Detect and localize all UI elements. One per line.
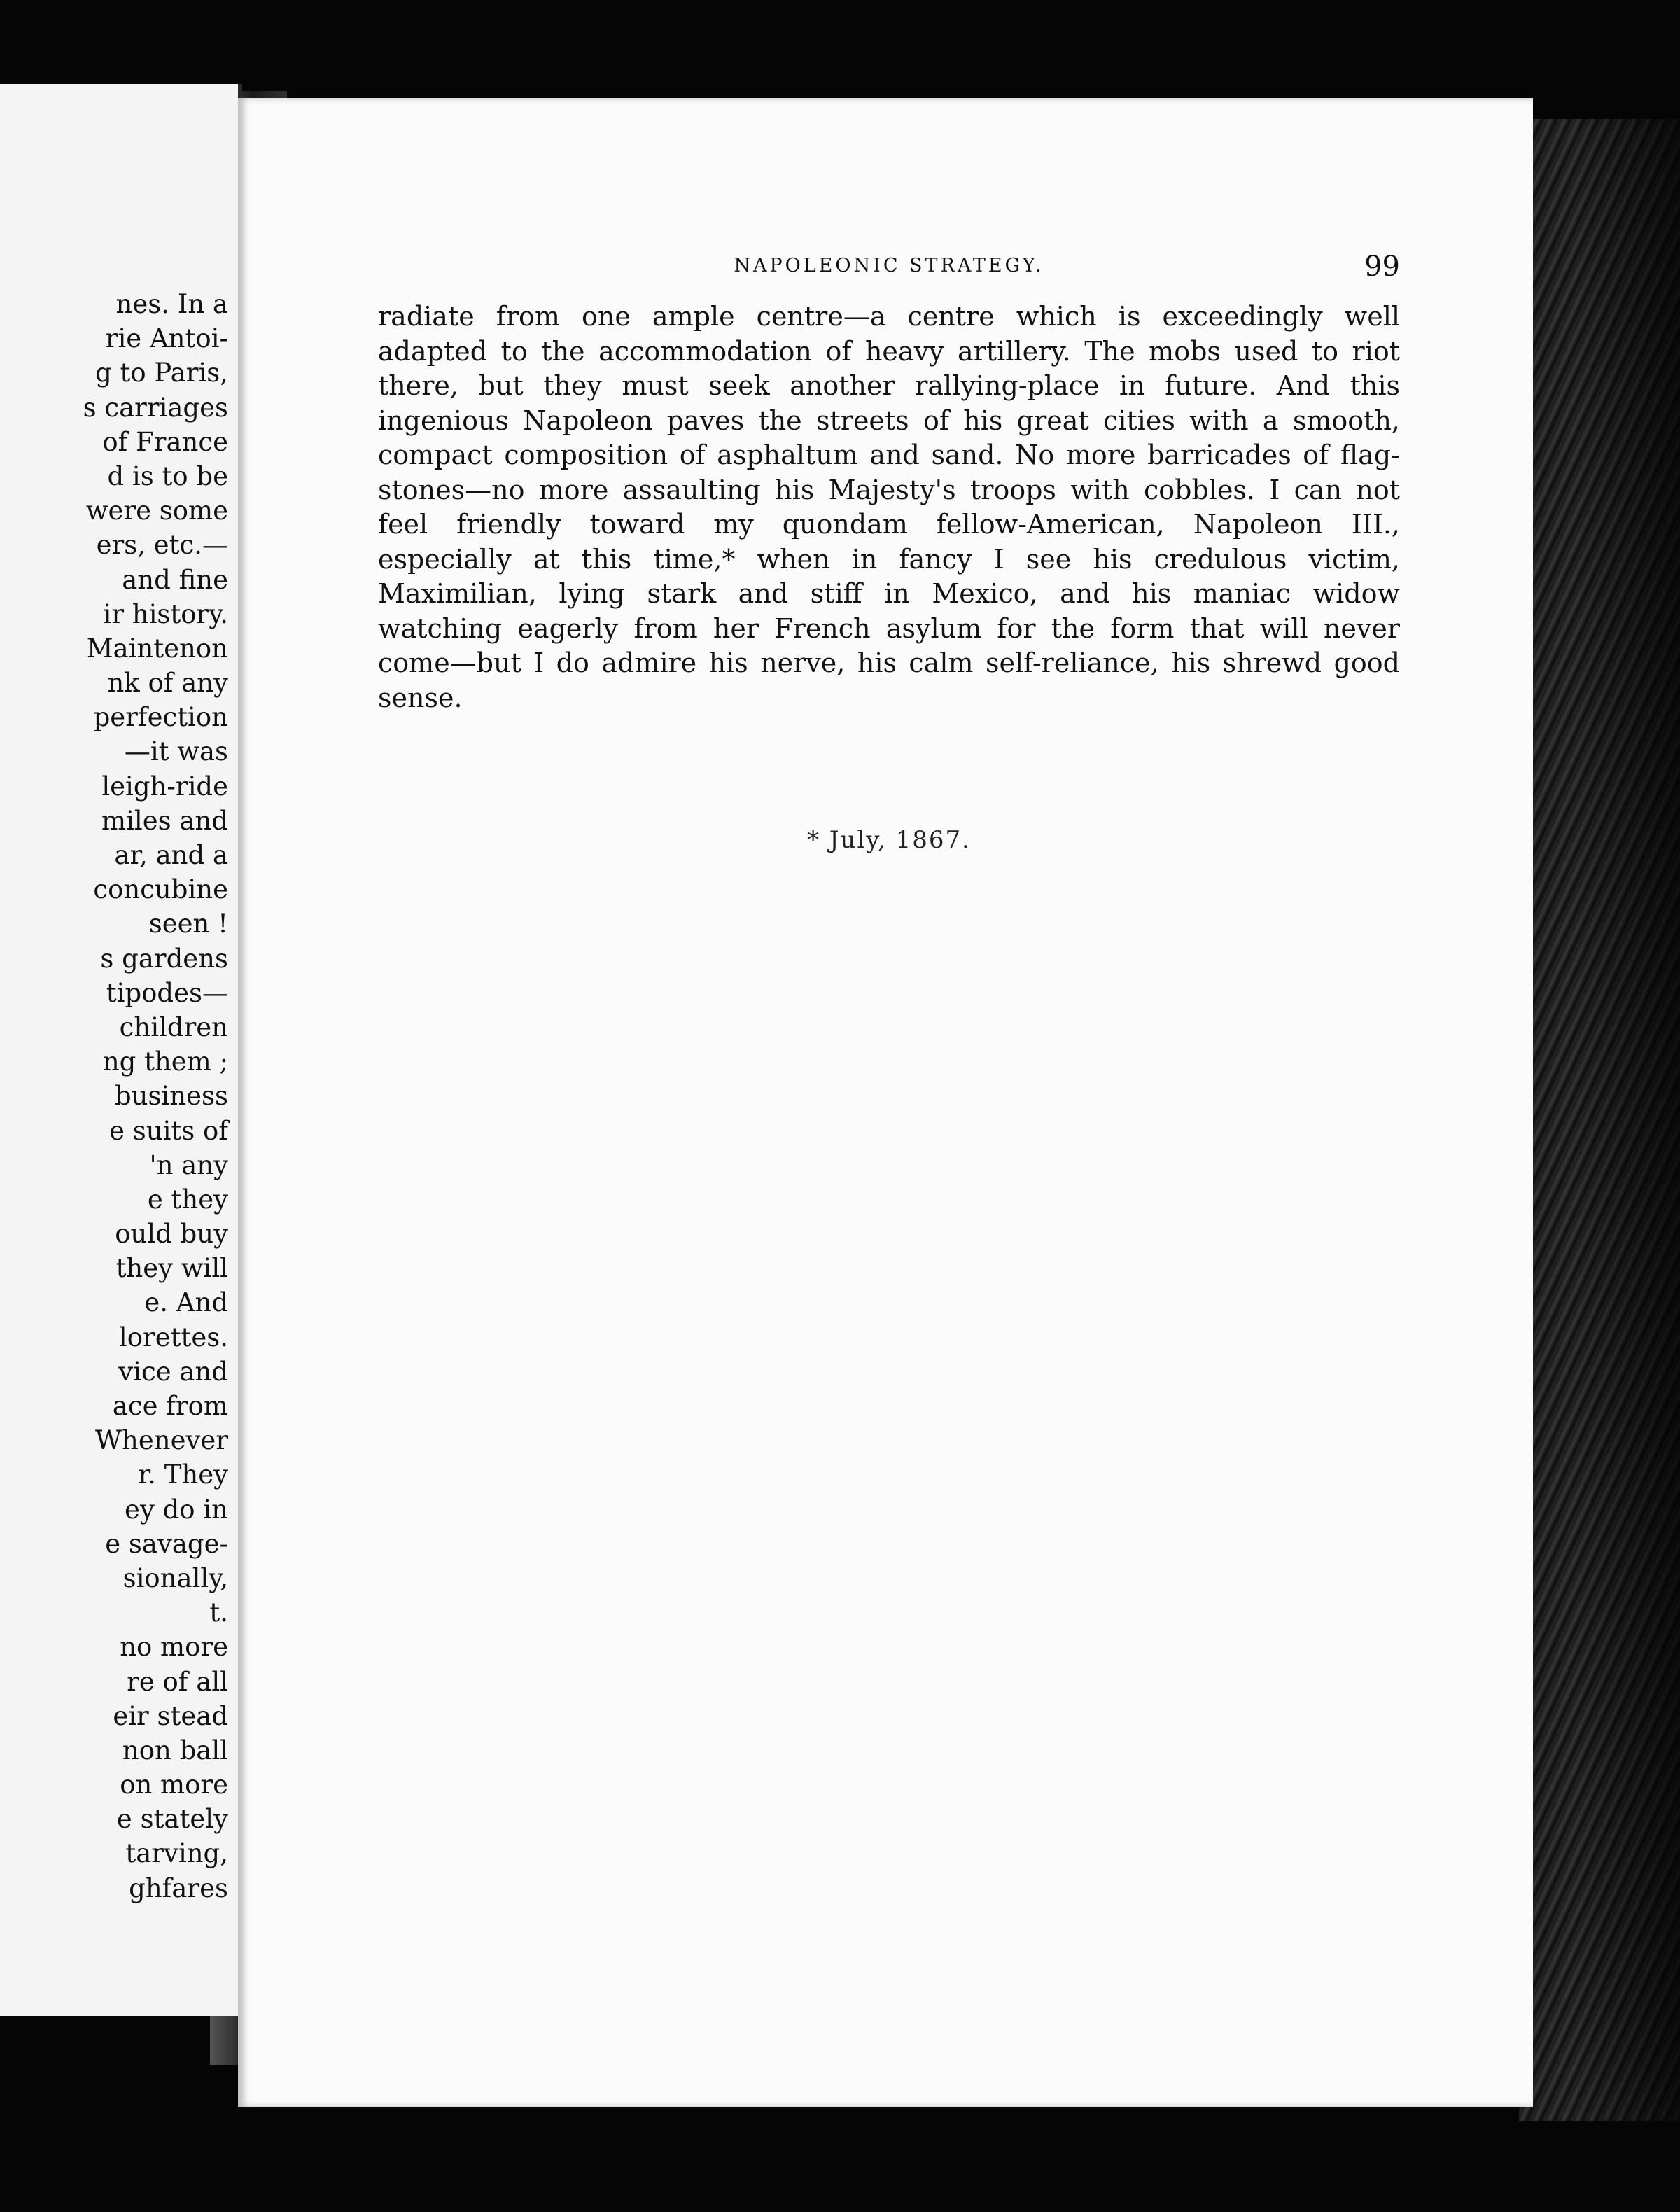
current-page [238, 98, 1533, 2107]
previous-page-line: s gardens [100, 943, 228, 974]
previous-page-line: ers, etc.— [96, 530, 228, 561]
previous-page-line: perfection [93, 702, 228, 733]
footnote: * July, 1867. [807, 826, 971, 854]
body-line: stones—no more assaulting his Majesty's troops with cobbles. I can not [378, 474, 1400, 505]
previous-page-line: Whenever [95, 1425, 228, 1456]
previous-page-line: business [114, 1081, 228, 1112]
previous-page-line: nk of any [107, 668, 228, 699]
page-number: 99 [1364, 251, 1400, 283]
previous-page-line: ould buy [115, 1219, 228, 1250]
previous-page-line: re of all [127, 1666, 228, 1697]
previous-page-line: d is to be [107, 461, 228, 491]
body-line: there, but they must seek another rallying-place in future. And this [378, 370, 1400, 401]
body-line: watching eagerly from her French asylum for the form that will never [378, 612, 1400, 644]
previous-page-line: were some [85, 496, 228, 526]
previous-page-line: eir stead [113, 1700, 228, 1731]
previous-page-line: ng them ; [102, 1046, 228, 1077]
body-paragraph [378, 300, 1400, 715]
previous-page-line: Maintenon [86, 633, 228, 664]
previous-page-line: lorettes. [118, 1322, 228, 1352]
body-line: adapted to the accommodation of heavy artillery. The mobs used to riot [378, 335, 1400, 367]
body-line: especially at this time,* when in fancy I see his credulous victim, [378, 543, 1400, 575]
previous-page-line: tipodes— [106, 977, 228, 1008]
previous-page-line: ar, and a [114, 840, 228, 870]
body-line: feel friendly toward my quondam fellow-American, Napoleon III., [378, 509, 1400, 540]
body-line: come—but I do admire his nerve, his calm self-reliance, his shrewd good [378, 648, 1400, 678]
previous-page-text [83, 287, 228, 1905]
previous-page-line: of France [102, 426, 228, 457]
running-title: NAPOLEONIC STRATEGY. [734, 255, 1044, 276]
previous-page-line: e they [147, 1184, 228, 1214]
previous-page-line: ey do in [125, 1494, 228, 1525]
previous-page-line: r. They [138, 1460, 228, 1490]
previous-page-line: —it was [124, 736, 228, 767]
previous-page-line: nes. In a [115, 289, 228, 319]
previous-page-line: s carriages [83, 392, 228, 423]
previous-page-line: e. And [144, 1287, 228, 1318]
previous-page-line: ghfares [129, 1872, 228, 1903]
previous-page-line: seen ! [148, 909, 228, 939]
previous-page-line: concubine [93, 874, 228, 905]
previous-page-line: e savage- [105, 1528, 228, 1559]
previous-page-line: 'n any [149, 1149, 228, 1180]
body-line: sense. [378, 682, 463, 713]
previous-page-line: children [119, 1011, 228, 1042]
previous-page-line: on more [120, 1770, 228, 1800]
body-line: Maximilian, lying stark and stiff in Mexico, and his maniac widow [378, 578, 1400, 609]
previous-page-line: miles and [102, 805, 228, 836]
previous-page-line: vice and [118, 1356, 228, 1387]
previous-page-line: g to Paris, [95, 358, 228, 388]
previous-page-line: rie Antoi- [105, 323, 228, 354]
body-line: radiate from one ample centre—a centre which is exceedingly well [378, 301, 1400, 332]
previous-page-line: e suits of [109, 1115, 228, 1146]
previous-page-line: no more [120, 1632, 228, 1662]
previous-page-line: t. [209, 1597, 228, 1628]
previous-page-line: tarving, [125, 1838, 228, 1869]
marbled-edge-shadow [1575, 119, 1680, 2121]
previous-page-line: sionally, [122, 1562, 228, 1593]
previous-page-line: ace from [112, 1391, 228, 1421]
previous-page-line: ir history. [103, 598, 228, 629]
previous-page-line: they will [115, 1253, 228, 1284]
body-line: ingenious Napoleon paves the streets of his great cities with a smooth, [378, 405, 1400, 436]
running-head [378, 251, 1400, 286]
previous-page-line: non ball [122, 1735, 228, 1765]
previous-page-line: and fine [122, 564, 228, 595]
previous-page [0, 84, 242, 2016]
previous-page-line: e stately [116, 1804, 228, 1835]
previous-page-line: leigh-ride [102, 771, 228, 802]
body-line: compact composition of asphaltum and sand. No more barricades of flag- [378, 440, 1400, 470]
